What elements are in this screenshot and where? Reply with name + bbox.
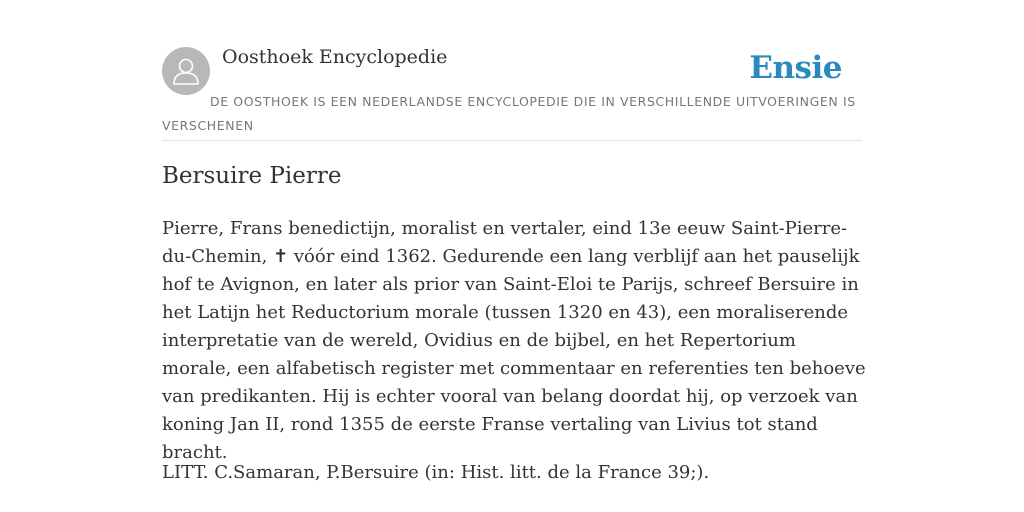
brand-logo[interactable]: Ensie [749,50,842,86]
site-title[interactable]: Oosthoek Encyclopedie [222,46,448,68]
page-title: Bersuire Pierre [162,163,342,189]
header [162,0,862,141]
article-body: Pierre, Frans benedictijn, moralist en vertaler, eind 13e eeuw Saint-Pierre-du-Chemin, ✝ vóór eind 1362. Gedurende een lang verblijf aan het pauselijk hof te Avignon, en later als prior van Saint-Eloi te Parijs, schreef Bersuire in het Latijn het Reductorium morale (tussen 1320 en 43), een moraliserende interpretatie van de wereld, Ovidius en de bijbel, en het Repertorium morale, een alfabetisch register met commentaar en referenties ten behoeve van predikanten. Hij is echter vooral van belang doordat hij, op verzoek van koning Jan II, rond 1355 de eerste Franse vertaling van Livius tot stand bracht. [162,218,866,463]
site-tagline: DE OOSTHOEK IS EEN NEDERLANDSE ENCYCLOPEDIE DIE IN VERSCHILLENDE UITVOERINGEN IS VERSCHENEN [162,94,856,133]
user-icon [162,47,210,95]
page-container [162,0,866,483]
avatar[interactable] [162,47,210,95]
literature-reference: LITT. C.Samaran, P.Bersuire (in: Hist. litt. de la France 39;). [162,462,710,483]
